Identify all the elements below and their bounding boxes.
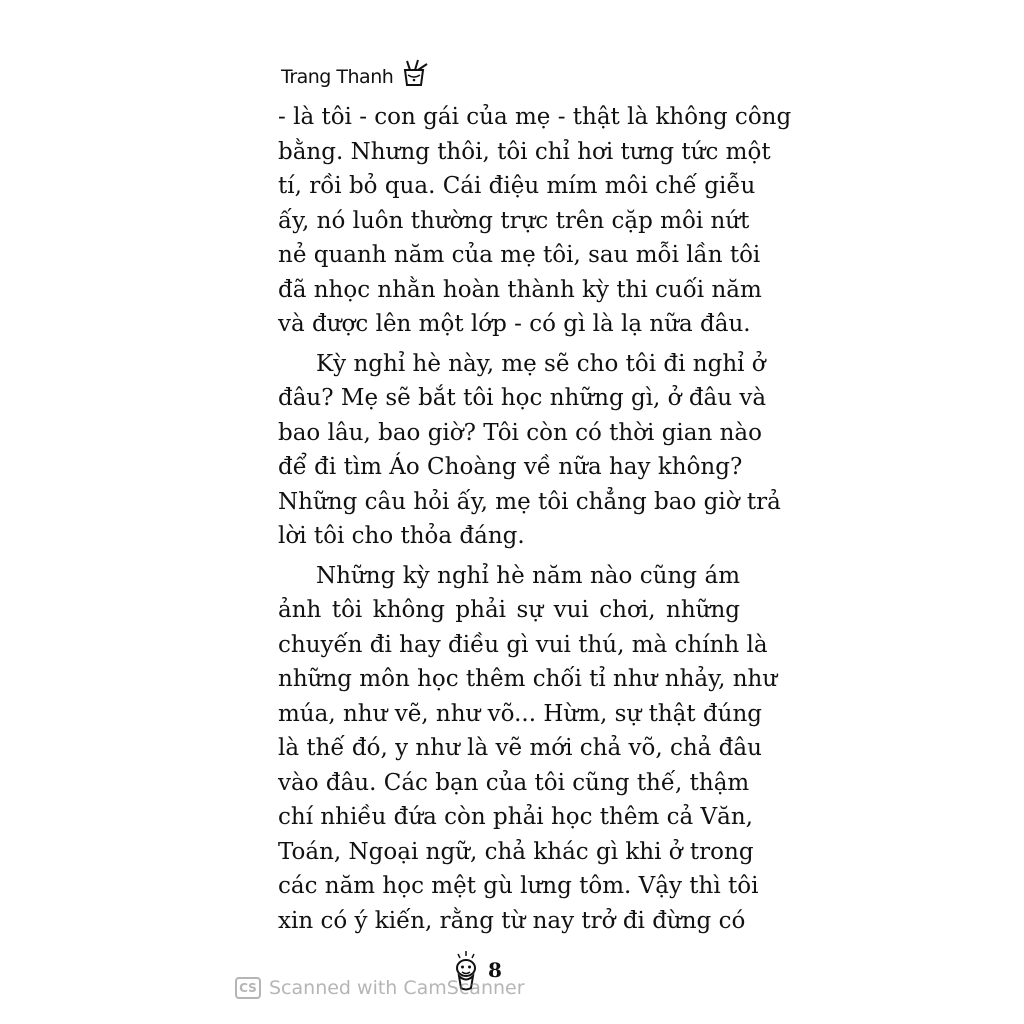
page-header: [281, 58, 429, 88]
text-line: ấy, nó luôn thường trực trên cặp môi nứt: [278, 207, 750, 234]
text-line: lời tôi cho thỏa đáng.: [278, 523, 525, 549]
text-line: múa, như vẽ, như võ... Hừm, sự thật đúng: [278, 700, 762, 727]
text-line: đã nhọc nhằn hoàn thành kỳ thi cuối năm: [278, 276, 762, 303]
text-line: Những kỳ nghỉ hè năm nào cũng ám: [316, 562, 740, 589]
text-line: Những câu hỏi ấy, mẹ tôi chẳng bao giờ trả: [278, 488, 781, 515]
text-line: là thế đó, y như là vẽ mới chả võ, chả đâu: [278, 735, 762, 761]
text-line: để đi tìm Áo Choàng về nữa hay không?: [278, 454, 743, 480]
text-line: - là tôi - con gái của mẹ - thật là không công: [278, 104, 792, 130]
text-line: Toán, Ngoại ngữ, chả khác gì khi ở trong: [278, 838, 754, 865]
text-line: ảnh tôi không phải sự vui chơi, những: [278, 597, 740, 623]
text-line: xin có ý kiến, rằng từ nay trở đi đừng có: [278, 907, 746, 934]
text-line: nẻ quanh năm của mẹ tôi, sau mỗi lần tôi: [278, 242, 761, 268]
author-name: Trang Thanh: [281, 66, 394, 88]
scanner-watermark: [235, 977, 525, 999]
text-line: vào đâu. Các bạn của tôi cũng thế, thậm: [278, 769, 750, 796]
text-line: đâu? Mẹ sẽ bắt tôi học những gì, ở đâu và: [278, 385, 767, 411]
text-line: chí nhiều đứa còn phải học thêm cả Văn,: [278, 804, 753, 830]
text-line: những môn học thêm chối tỉ như nhảy, như: [278, 666, 778, 692]
text-line: các năm học mệt gù lưng tôm. Vậy thì tôi: [278, 873, 759, 899]
pencil-cup-icon: [399, 58, 429, 88]
text-line: và được lên một lớp - có gì là lạ nữa đâu.: [278, 311, 751, 337]
camscanner-logo: CS: [235, 977, 261, 999]
watermark-text: Scanned with CamScanner: [269, 977, 525, 999]
text-line: tí, rồi bỏ qua. Cái điệu mím môi chế giễu: [278, 173, 756, 199]
text-line: Kỳ nghỉ hè này, mẹ sẽ cho tôi đi nghỉ ở: [316, 350, 766, 377]
text-line: bằng. Nhưng thôi, tôi chỉ hơi tưng tức một: [278, 138, 771, 165]
body-text: [278, 100, 792, 938]
text-line: chuyến đi hay điều gì vui thú, mà chính là: [278, 631, 768, 658]
page-number: 8: [488, 958, 502, 982]
text-line: bao lâu, bao giờ? Tôi còn có thời gian nào: [278, 419, 762, 446]
